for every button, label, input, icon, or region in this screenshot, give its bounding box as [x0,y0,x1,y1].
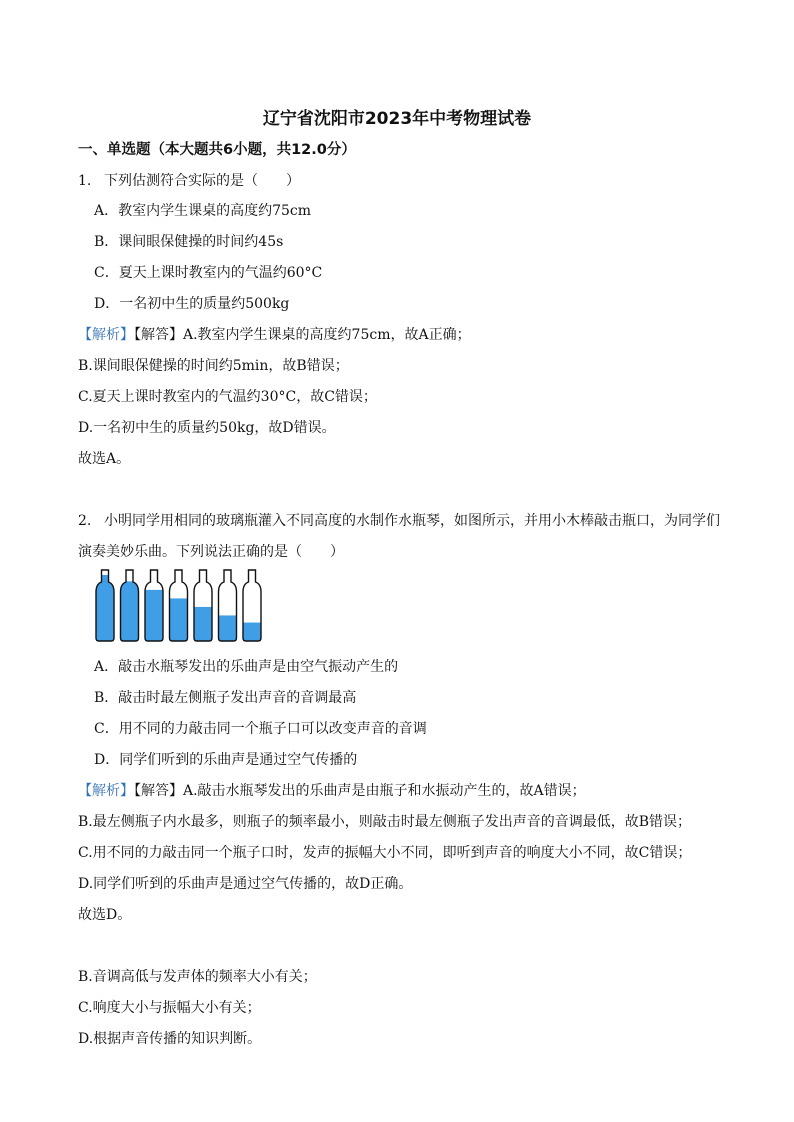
water-fill [120,581,140,642]
bottle [95,570,115,642]
analysis-tag: 【解析】 [78,783,134,799]
bottle [144,570,164,642]
q2-note: C.响度大小与振幅大小有关； [78,1000,261,1016]
q2-option-d: D．同学们听到的乐曲声是通过空气传播的 [94,752,358,768]
water-fill [169,598,189,642]
question-1-stem [78,170,300,190]
water-bottles-figure [94,568,274,644]
water-fill [218,615,238,642]
water-fill [242,623,262,642]
analysis-text: 【解答】A.教室内学生课桌的高度约75cm，故A正确； [134,327,471,343]
question-text: 下列估测符合实际的是（ ） [104,173,300,189]
q1-analysis-line [78,324,471,344]
bottle [120,570,140,642]
water-fill [193,607,213,642]
q1-answer: 故选A。 [78,451,131,467]
q1-option-a: A．教室内学生课桌的高度约75cm [94,203,312,219]
q2-analysis-line: B.最左侧瓶子内水最多，则瓶子的频率最小，则敲击时最左侧瓶子发出声音的音调最低，故B错误； [78,814,692,830]
q2-analysis-line: C.用不同的力敲击同一个瓶子口时，发声的振幅大小不同，即听到声音的响度大小不同，故C错误； [78,845,692,861]
q2-analysis-line [78,780,586,800]
q1-option-b: B．课间眼保健操的时间约45s [94,234,284,250]
bottle [242,570,262,642]
q2-answer: 故选D。 [78,907,132,923]
question-2-stem [78,510,720,530]
section-heading: 一、单选题（本大题共6小题，共12.0分） [78,142,356,158]
water-fill [144,590,164,642]
q1-option-d: D．一名初中生的质量约500kg [94,296,290,312]
bottle [193,570,213,642]
bottle [218,570,238,642]
q2-option-c: C．用不同的力敲击同一个瓶子口可以改变声音的音调 [94,721,427,737]
q2-note: D.根据声音传播的知识判断。 [78,1031,262,1047]
q2-option-b: B．敲击时最左侧瓶子发出声音的音调最高 [94,690,357,706]
analysis-text: 【解答】A.敲击水瓶琴发出的乐曲声是由瓶子和水振动产生的，故A错误； [134,783,586,799]
q2-option-a: A．敲击水瓶琴发出的乐曲声是由空气振动产生的 [94,659,399,675]
question-text: 小明同学用相同的玻璃瓶灌入不同高度的水制作水瓶琴，如图所示，并用小木棒敲击瓶口，为同学们 [104,513,720,529]
question-number: 2. [78,513,92,529]
q2-analysis-line: D.同学们听到的乐曲声是通过空气传播的，故D正确。 [78,876,413,892]
question-2-stem-cont: 演奏美妙乐曲。下列说法正确的是（ ） [78,544,344,560]
q1-analysis-line: B.课间眼保健操的时间约5min，故B错误； [78,358,349,374]
q1-option-c: C．夏天上课时教室内的气温约60°C [94,265,323,281]
question-number: 1. [78,173,92,189]
q1-analysis-line: D.一名初中生的质量约50kg，故D错误。 [78,420,336,436]
bottle [169,570,189,642]
analysis-tag: 【解析】 [78,327,134,343]
page-title: 辽宁省沈阳市2023年中考物理试卷 [262,109,532,129]
q1-analysis-line: C.夏天上课时教室内的气温约30°C，故C错误； [78,389,377,405]
q2-note: B.音调高低与发声体的频率大小有关； [78,969,317,985]
